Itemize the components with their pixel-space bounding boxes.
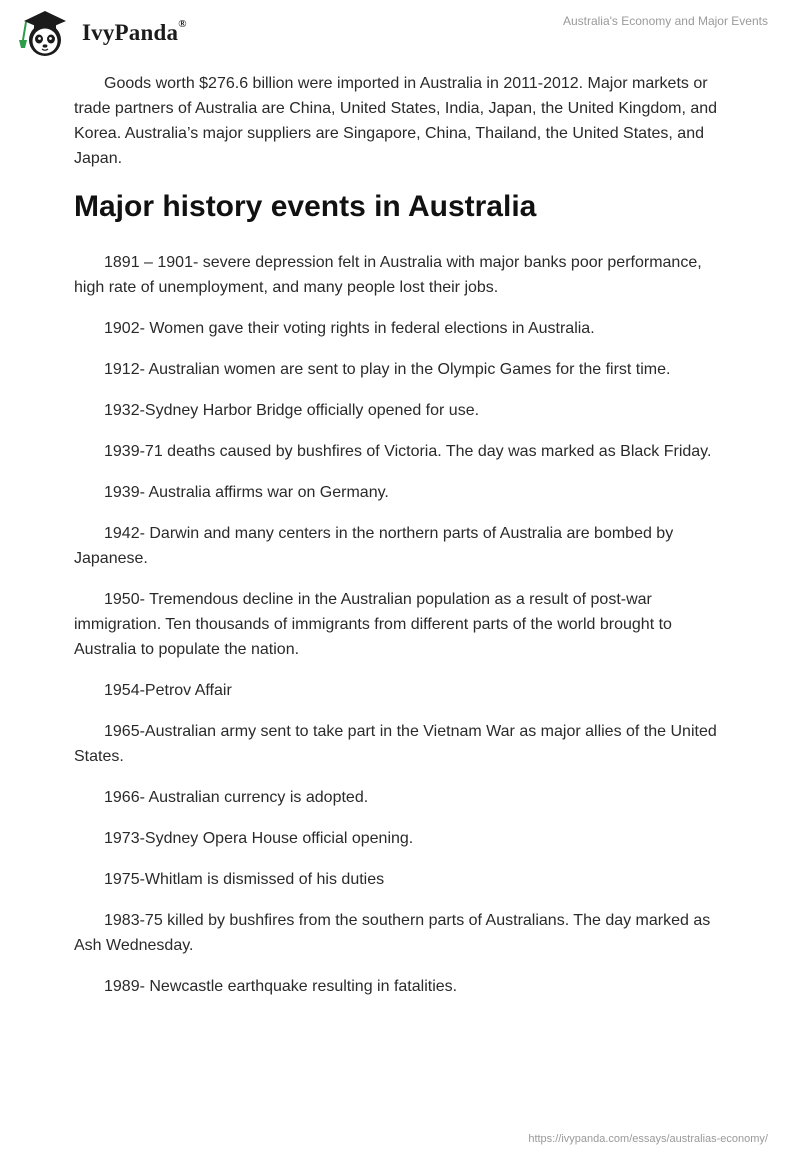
section-heading: Major history events in Australia: [74, 190, 537, 223]
event-paragraph: 1942- Darwin and many centers in the northern parts of Australia are bombed by Japanese.: [74, 525, 674, 567]
intro-paragraph: Goods worth $276.6 billion were imported in Australia in 2011-2012. Major markets or trade partners of Australia are China, United States, India, Japan, the United Kingdom, and Korea. Australia’s major suppliers are Singapore, China, Thailand, the United States, and Japan.: [74, 75, 718, 167]
event-paragraph: 1983-75 killed by bushfires from the southern parts of Australians. The day marked as Ash Wednesday.: [74, 912, 711, 954]
event-paragraph: 1950- Tremendous decline in the Australian population as a result of post-war immigration. Ten thousands of immigrants from different parts of the world brought to Australia to populate the nation.: [74, 591, 672, 658]
source-url[interactable]: https://ivypanda.com/essays/australias-economy/: [528, 1133, 768, 1145]
document-title: Australia's Economy and Major Events: [562, 14, 768, 28]
event-paragraph: 1891 – 1901- severe depression felt in Australia with major banks poor performance, high rate of unemployment, and many people lost their jobs.: [74, 254, 702, 296]
event-paragraph: 1965-Australian army sent to take part in the Vietnam War as major allies of the United States.: [74, 723, 717, 765]
brand-name: IvyPanda®: [82, 18, 187, 45]
event-paragraph: 1932-Sydney Harbor Bridge officially opened for use.: [104, 402, 480, 419]
event-paragraph: 1954-Petrov Affair: [104, 682, 232, 699]
event-paragraph: 1975-Whitlam is dismissed of his duties: [104, 871, 385, 888]
event-paragraph: 1939-71 deaths caused by bushfires of Victoria. The day was marked as Black Friday.: [104, 443, 712, 460]
essay-content: [74, 71, 730, 1015]
event-paragraph: 1902- Women gave their voting rights in federal elections in Australia.: [104, 320, 595, 337]
event-paragraph: 1973-Sydney Opera House official opening.: [104, 830, 414, 847]
event-paragraph: 1966- Australian currency is adopted.: [104, 789, 369, 806]
event-paragraph: 1912- Australian women are sent to play in the Olympic Games for the first time.: [104, 361, 671, 378]
panda-graduate-logo-icon: [14, 8, 76, 58]
page-header: [0, 0, 800, 70]
ivypanda-logo[interactable]: [14, 8, 187, 58]
event-paragraph: 1939- Australia affirms war on Germany.: [104, 484, 389, 501]
event-paragraph: 1989- Newcastle earthquake resulting in fatalities.: [104, 978, 458, 995]
